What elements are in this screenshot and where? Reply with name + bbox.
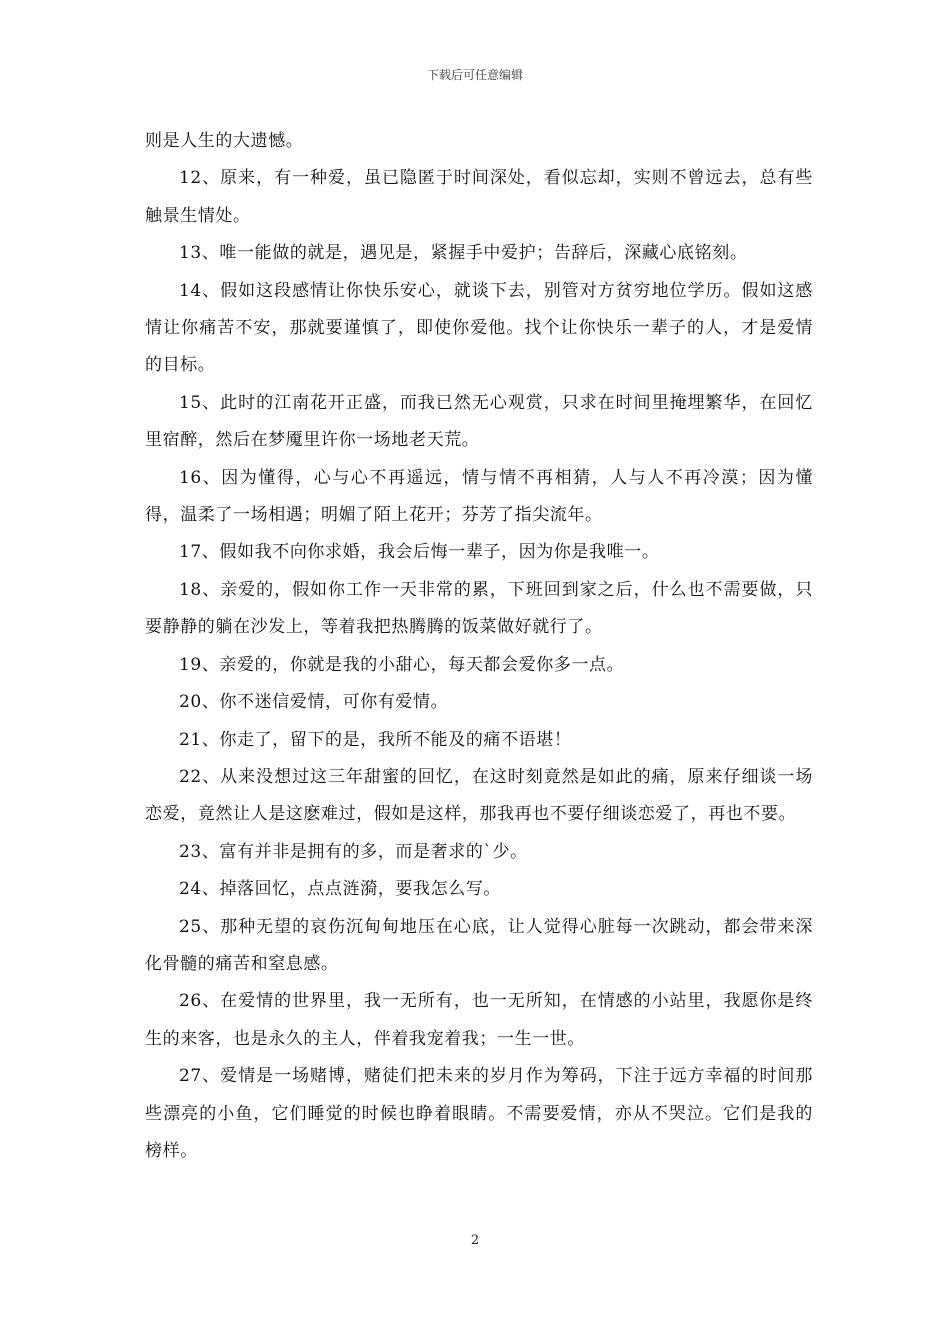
paragraph-22: 22、从来没想过这三年甜蜜的回忆，在这时刻竟然是如此的痛，原来仔细谈一场恋爱，竟然让人是这麽难过，假如是这样，那我再也不要仔细谈恋爱了，再也不要。	[145, 766, 813, 825]
paragraph-17: 17、假如我不向你求婚，我会后悔一辈子，因为你是我唯一。	[179, 542, 660, 563]
paragraph-18: 18、亲爱的，假如你工作一天非常的累，下班回到家之后，什么也不需要做，只要静静的躺在沙发上，等着我把热腾腾的饭菜做好就行了。	[145, 579, 813, 638]
paragraph-24: 24、掉落回忆，点点涟漪，要我怎么写。	[179, 879, 502, 900]
page-header: 下载后可任意编辑	[426, 68, 523, 82]
paragraph-21: 21、你走了，留下的是，我所不能及的痛不语堪！	[179, 729, 572, 750]
paragraph-13: 13、唯一能做的就是，遇见是，紧握手中爱护；告辞后，深藏心底铭刻。	[179, 243, 748, 264]
paragraph-15: 15、此时的江南花开正盛，而我已然无心观赏，只求在时间里掩埋繁华，在回忆里宿醉，然后在梦魇里许你一场地老天荒。	[145, 392, 813, 451]
paragraph-16: 16、因为懂得，心与心不再遥远，情与情不再相猜，人与人不再冷漠；因为懂得，温柔了一场相遇；明媚了陌上花开；芬芳了指尖流年。	[145, 467, 813, 526]
paragraph-27: 27、爱情是一场赌博，赌徒们把未来的岁月作为筹码，下注于远方幸福的时间那些漂亮的小鱼，它们睡觉的时候也睁着眼睛。不需要爱情，亦从不哭泣。它们是我的榜样。	[145, 1066, 813, 1161]
paragraph-23: 23、富有并非是拥有的多，而是奢求的`少。	[179, 841, 528, 862]
paragraph-14: 14、假如这段感情让你快乐安心，就谈下去，别管对方贫穷地位学历。假如这感情让你痛苦不安，那就要谨慎了，即使你爱他。找个让你快乐一辈子的人，才是爱情的目标。	[145, 280, 813, 376]
document-body	[145, 123, 813, 1170]
paragraph-20: 20、你不迷信爱情，可你有爱情。	[179, 692, 449, 713]
paragraph-26: 26、在爱情的世界里，我一无所有，也一无所知，在情感的小站里，我愿你是终生的来客，也是永久的主人，伴着我宠着我；一生一世。	[145, 991, 813, 1049]
page-number: 2	[470, 1233, 480, 1248]
paragraph-19: 19、亲爱的，你就是我的小甜心，每天都会爱你多一点。	[179, 654, 625, 675]
paragraph-12: 12、原来，有一种爱，虽已隐匿于时间深处，看似忘却，实则不曾远去，总有些触景生情处。	[145, 168, 813, 226]
paragraph-continuation: 则是人生的大遗憾。	[145, 131, 304, 151]
paragraph-25: 25、那种无望的哀伤沉甸甸地压在心底，让人觉得心脏每一次跳动，都会带来深化骨髓的痛苦和窒息感。	[145, 916, 813, 974]
